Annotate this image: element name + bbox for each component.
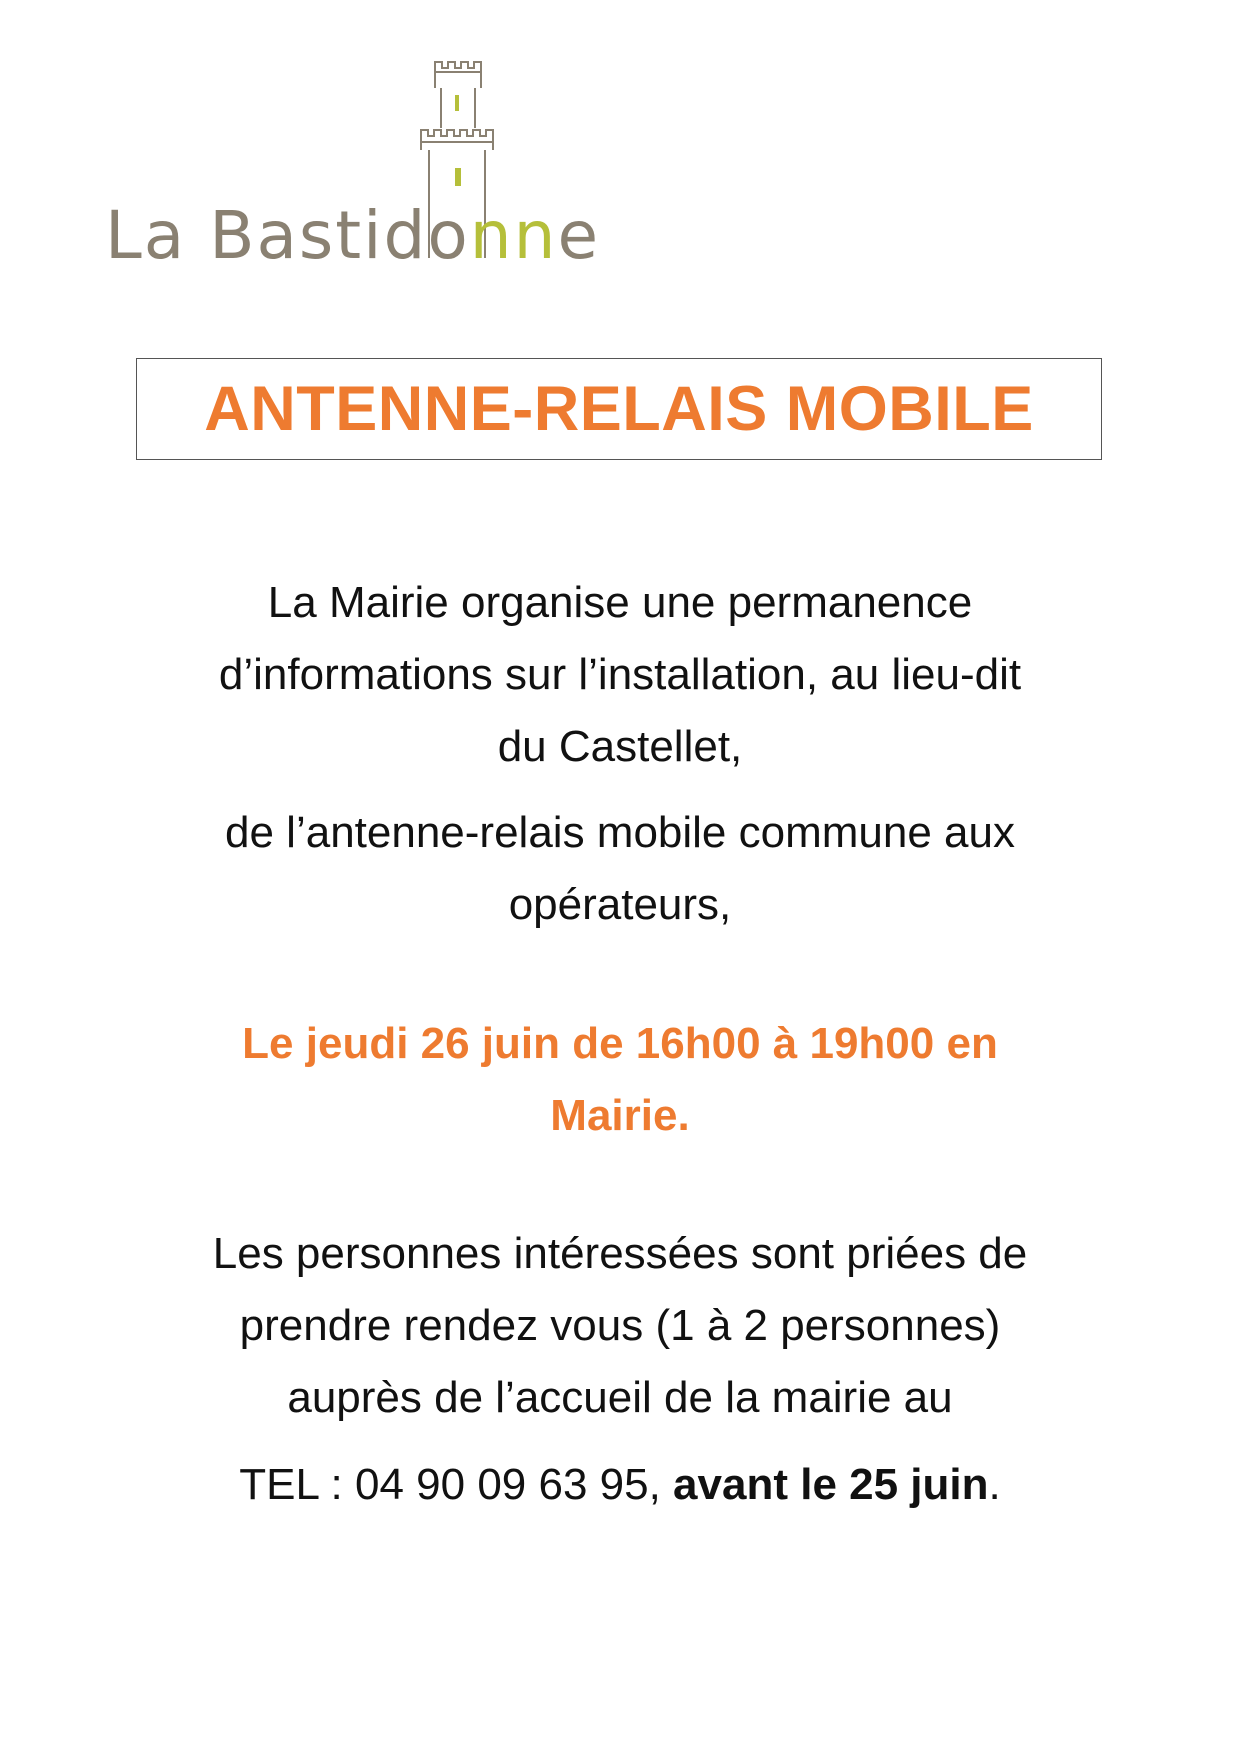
antenna-paragraph xyxy=(0,797,1240,941)
contact-end: . xyxy=(988,1460,1001,1509)
contact-paragraph xyxy=(0,1449,1240,1521)
antenna-line-1: de l’antenne-relais mobile commune aux xyxy=(225,808,1015,857)
intro-paragraph xyxy=(0,567,1240,783)
appointment-line-3: auprès de l’accueil de la mairie au xyxy=(287,1373,953,1422)
intro-line-3: du Castellet, xyxy=(497,722,743,771)
intro-line-2: d’informations sur l’installation, au lieu-dit xyxy=(218,650,1022,699)
phone-text: TEL : 04 90 09 63 95, xyxy=(239,1460,674,1509)
antenna-line-2: opérateurs, xyxy=(508,880,732,929)
page-title: ANTENNE-RELAIS MOBILE xyxy=(204,374,1034,444)
appointment-line-1: Les personnes intéressées sont priées de xyxy=(212,1229,1028,1278)
date-line-1: Le jeudi 26 juin de 16h00 à 19h00 en xyxy=(242,1019,998,1068)
date-paragraph xyxy=(0,1008,1240,1152)
appointment-line-2: prendre rendez vous (1 à 2 personnes) xyxy=(239,1301,1001,1350)
logo-text-accent: nn xyxy=(469,197,558,274)
bastidonne-logo xyxy=(105,58,601,274)
logo-text-part2: e xyxy=(557,197,601,274)
intro-line-1: La Mairie organise une permanence xyxy=(267,578,973,627)
title-box xyxy=(136,358,1102,460)
date-line-2: Mairie. xyxy=(550,1091,690,1140)
deadline-text: avant le 25 juin xyxy=(673,1460,989,1509)
logo-text-part1: La Bastido xyxy=(105,197,470,274)
appointment-paragraph xyxy=(0,1218,1240,1434)
logo-wordmark xyxy=(105,196,600,276)
